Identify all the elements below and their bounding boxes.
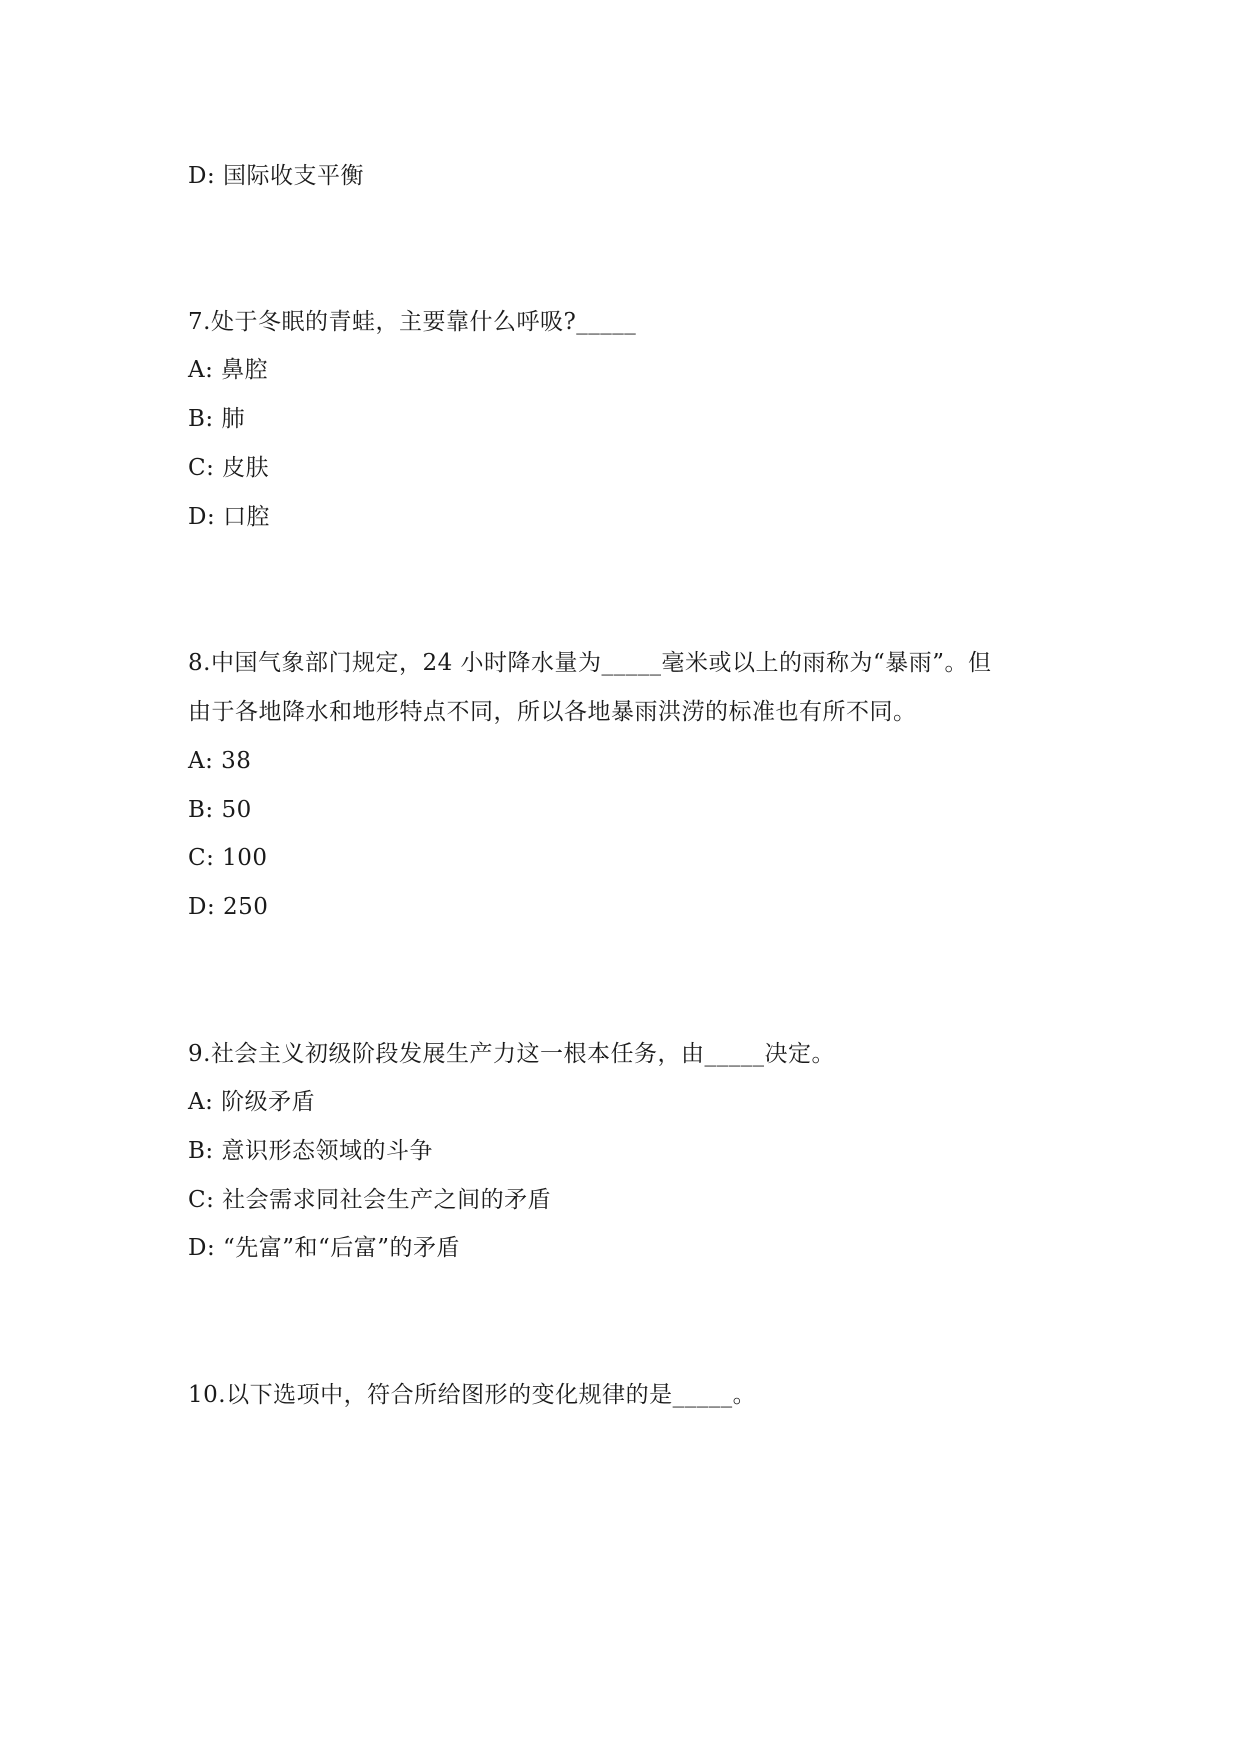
q7-option-b: B: 肺: [188, 406, 245, 432]
q7-stem: 7.处于冬眠的青蛙，主要靠什么呼吸?_____: [188, 309, 637, 335]
q7-option-d: D: 口腔: [188, 504, 271, 530]
q8-stem-line-1: 8.中国气象部门规定，24 小时降水量为_____毫米或以上的雨称为“暴雨”。但: [188, 650, 992, 676]
q8-option-b: B: 50: [188, 797, 252, 823]
q9-option-a: A: 阶级矛盾: [188, 1089, 316, 1115]
q8-option-c: C: 100: [188, 845, 268, 871]
q8-option-d: D: 250: [188, 894, 269, 920]
q9-option-c: C: 社会需求同社会生产之间的矛盾: [188, 1187, 552, 1213]
q9-option-b: B: 意识形态领域的斗争: [188, 1138, 433, 1164]
q7-option-a: A: 鼻腔: [188, 357, 269, 383]
q6-option-d: D: 国际收支平衡: [188, 163, 365, 189]
q10-stem: 10.以下选项中，符合所给图形的变化规律的是_____。: [188, 1382, 757, 1408]
q8-stem-line-2: 由于各地降水和地形特点不同，所以各地暴雨洪涝的标准也有所不同。: [188, 699, 917, 725]
q9-option-d: D: “先富”和“后富”的矛盾: [188, 1235, 461, 1261]
q9-stem: 9.社会主义初级阶段发展生产力这一根本任务，由_____决定。: [188, 1041, 835, 1067]
q8-option-a: A: 38: [188, 748, 252, 774]
q7-option-c: C: 皮肤: [188, 455, 270, 481]
